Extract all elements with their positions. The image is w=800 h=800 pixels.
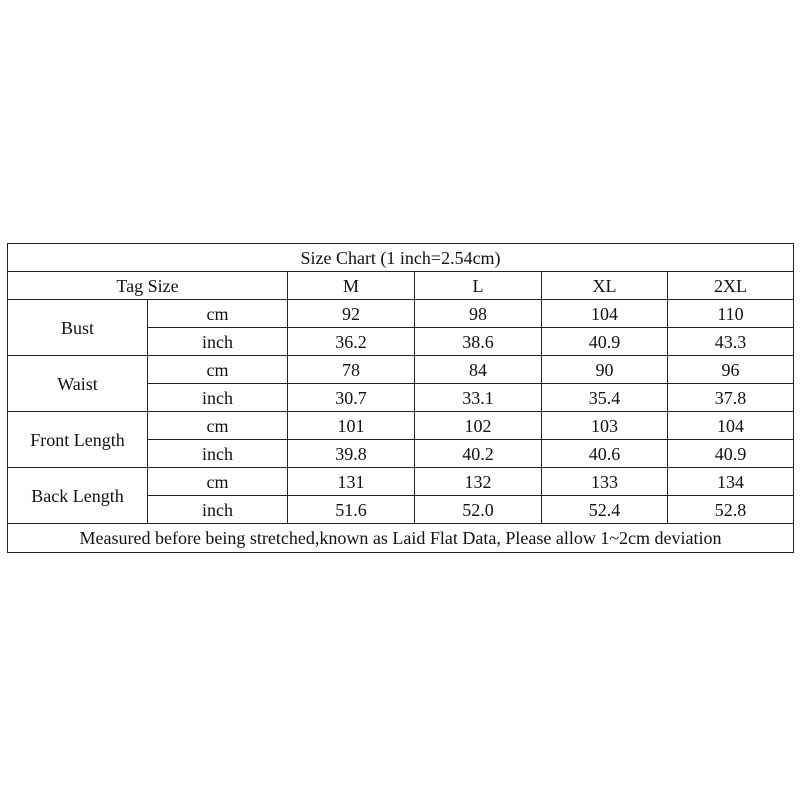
unit-cell: inch: [148, 440, 288, 468]
size-header-m: M: [288, 272, 415, 300]
value-cell: 40.9: [542, 328, 668, 356]
table-row: [8, 300, 794, 328]
unit-cell: inch: [148, 328, 288, 356]
value-cell: 101: [288, 412, 415, 440]
value-cell: 51.6: [288, 496, 415, 524]
table-row: [8, 468, 794, 496]
unit-cell: inch: [148, 384, 288, 412]
tag-size-header: Tag Size: [8, 272, 288, 300]
measure-name-front-length: Front Length: [8, 412, 148, 468]
value-cell: 131: [288, 468, 415, 496]
unit-cell: cm: [148, 412, 288, 440]
measure-name-back-length: Back Length: [8, 468, 148, 524]
value-cell: 35.4: [542, 384, 668, 412]
chart-title: Size Chart (1 inch=2.54cm): [8, 244, 794, 272]
value-cell: 103: [542, 412, 668, 440]
note-row: [8, 524, 794, 553]
value-cell: 90: [542, 356, 668, 384]
value-cell: 132: [415, 468, 542, 496]
measure-name-waist: Waist: [8, 356, 148, 412]
value-cell: 39.8: [288, 440, 415, 468]
size-chart-container: [7, 243, 793, 553]
value-cell: 98: [415, 300, 542, 328]
table-row: [8, 412, 794, 440]
size-header-2xl: 2XL: [668, 272, 794, 300]
value-cell: 52.0: [415, 496, 542, 524]
unit-cell: cm: [148, 300, 288, 328]
value-cell: 30.7: [288, 384, 415, 412]
value-cell: 43.3: [668, 328, 794, 356]
value-cell: 133: [542, 468, 668, 496]
value-cell: 40.9: [668, 440, 794, 468]
title-row: [8, 244, 794, 272]
value-cell: 52.8: [668, 496, 794, 524]
value-cell: 104: [542, 300, 668, 328]
unit-cell: cm: [148, 468, 288, 496]
value-cell: 37.8: [668, 384, 794, 412]
value-cell: 40.2: [415, 440, 542, 468]
size-header-xl: XL: [542, 272, 668, 300]
value-cell: 134: [668, 468, 794, 496]
value-cell: 78: [288, 356, 415, 384]
value-cell: 33.1: [415, 384, 542, 412]
measurement-note: Measured before being stretched,known as Laid Flat Data, Please allow 1~2cm deviation: [8, 524, 794, 553]
value-cell: 52.4: [542, 496, 668, 524]
value-cell: 36.2: [288, 328, 415, 356]
value-cell: 92: [288, 300, 415, 328]
unit-cell: inch: [148, 496, 288, 524]
value-cell: 104: [668, 412, 794, 440]
size-chart-table: [7, 243, 794, 553]
table-row: [8, 356, 794, 384]
value-cell: 38.6: [415, 328, 542, 356]
value-cell: 84: [415, 356, 542, 384]
unit-cell: cm: [148, 356, 288, 384]
measure-name-bust: Bust: [8, 300, 148, 356]
header-row: [8, 272, 794, 300]
value-cell: 96: [668, 356, 794, 384]
value-cell: 40.6: [542, 440, 668, 468]
size-header-l: L: [415, 272, 542, 300]
value-cell: 110: [668, 300, 794, 328]
value-cell: 102: [415, 412, 542, 440]
